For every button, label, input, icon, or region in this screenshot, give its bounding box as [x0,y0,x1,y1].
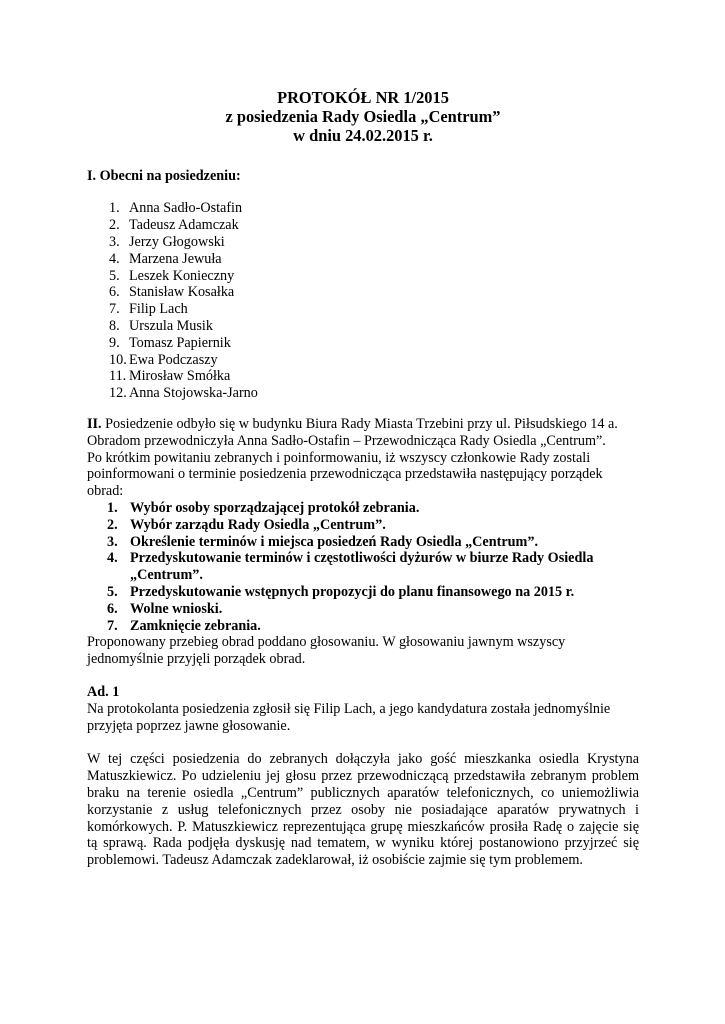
section-2-after-line: Proponowany przebieg obrad poddano głosowaniu. W głosowaniu jawnym wszyscy [87,634,566,651]
title-line-2: z posiedzenia Rady Osiedla „Centrum” [225,107,501,127]
attendee-item: 9. Tomasz Papiernik [109,334,231,351]
section-1-heading: I. Obecni na posiedzeniu: [87,167,241,184]
attendee-item: 10. Ewa Podczaszy [109,351,218,368]
attendee-item: 1. Anna Sadło-Ostafin [109,200,243,217]
section-2 [87,416,639,668]
agenda-list [87,500,639,634]
agenda-item: 3. Określenie terminów i miejsca posiedzeń Rady Osiedla „Centrum”. [107,533,538,550]
section-2-line: obrad: [87,483,124,500]
attendee-item: 7. Filip Lach [109,301,188,318]
attendee-item: 2. Tadeusz Adamczak [109,217,239,234]
agenda-item: 1. Wybór osoby sporządzającej protokół zebrania. [107,499,420,516]
section-2-line: poinformowani o terminie posiedzenia przewodnicząca przedstawiła następujący porządek [87,466,603,483]
section-2-line: II. Posiedzenie odbyło się w budynku Biura Rady Miasta Trzebini przy ul. Piłsudskiego 14 a. [87,415,618,432]
section-2-label: II. [87,415,102,432]
ad-1-line: przyjęta poprzez jawne głosowanie. [87,717,291,734]
section-2-line: Obradom przewodniczyła Anna Sadło-Ostafin – Przewodnicząca Rady Osiedla „Centrum”. [87,432,606,449]
ad-1-paragraph: W tej części posiedzenia do zebranych dołączyła jako gość mieszkanka osiedla Krystyna Matuszkiewicz. Po udzieleniu jej głosu przez przewodniczącą przedstawiła zebranym problem braku na terenie osiedla „Centrum” publicznych aparatów telefonicznych, co uniemożliwia korzystanie z usług telefonicznych przez osoby nie posiadające aparatów prywatnych i komórkowych. P. Matuszkiewicz reprezentująca grupę mieszkańców prosiła Radę o zajęcie się tą sprawą. Rada podjęła dyskusję nad tematem, w wyniku której postanowiono przyjrzeć się problemowi. Tadeusz Adamczak zadeklarował, iż osobiście zajmie się tym problemem. [87,751,639,869]
ad-1-section [87,684,639,869]
attendee-list [87,200,639,402]
document-page [87,88,639,869]
attendee-item: 11. Mirosław Smółka [109,368,231,385]
ad-1-line: Na protokolanta posiedzenia zgłosił się Filip Lach, a jego kandydatura została jednomyślnie [87,700,611,717]
attendee-item: 6. Stanisław Kosałka [109,284,235,301]
attendee-item: 12. Anna Stojowska-Jarno [109,385,258,402]
title-line-3: w dniu 24.02.2015 r. [293,126,433,146]
section-2-after-line: jednomyślnie przyjęli porządek obrad. [87,651,306,668]
title-line-1: PROTOKÓŁ NR 1/2015 [277,88,449,107]
attendee-item: 5. Leszek Konieczny [109,267,235,284]
agenda-item: 7. Zamknięcie zebrania. [107,617,261,634]
attendee-item: 8. Urszula Musik [109,317,213,334]
document-title [87,88,639,146]
agenda-item: 5. Przedyskutowanie wstępnych propozycji do planu finansowego na 2015 r. [107,583,575,600]
ad-1-heading: Ad. 1 [87,683,120,700]
agenda-item: 4. Przedyskutowanie terminów i częstotliwości dyżurów w biurze Rady Osiedla „Centrum”. [107,550,594,584]
attendee-item: 4. Marzena Jewuła [109,250,222,267]
attendee-item: 3. Jerzy Głogowski [109,234,225,250]
section-2-line: Po krótkim powitaniu zebranych i poinformowaniu, iż wszyscy członkowie Rady zostali [87,449,591,466]
agenda-item: 6. Wolne wnioski. [107,600,223,617]
agenda-item: 2. Wybór zarządu Rady Osiedla „Centrum”. [107,516,386,533]
